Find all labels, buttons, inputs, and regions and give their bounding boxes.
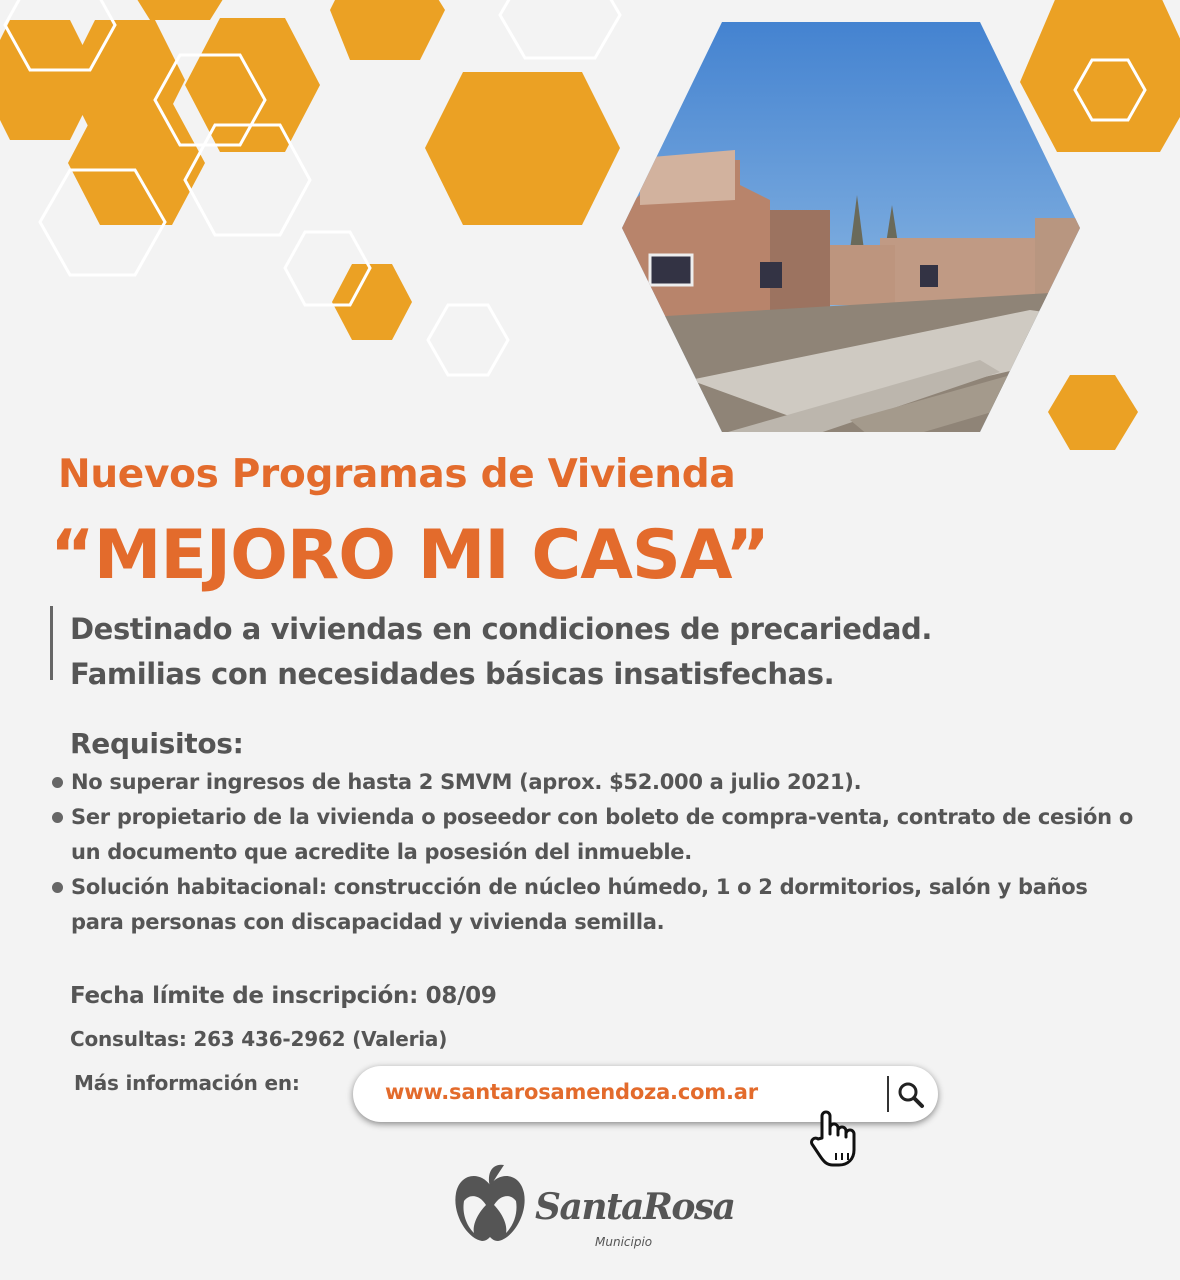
more-info-label: Más información en:: [74, 1071, 300, 1095]
honeycomb-decoration: [0, 0, 1180, 460]
description-line-2: Familias con necesidades básicas insatisfechas.: [70, 657, 835, 691]
bullet-icon: [52, 882, 63, 893]
description-line-1: Destinado a viviendas en condiciones de precariedad.: [70, 612, 932, 646]
list-item: [52, 800, 1142, 870]
bullet-icon: [52, 777, 63, 788]
pointer-hand-icon: [808, 1108, 862, 1168]
description-divider: [50, 606, 53, 680]
logo-wordmark: SantaRosa: [535, 1186, 735, 1228]
deadline-text: Fecha límite de inscripción: 08/09: [70, 983, 497, 1009]
santarosa-logo-icon: [450, 1163, 530, 1245]
requirement-text: Solución habitacional: construcción de núcleo húmedo, 1 o 2 dormitorios, salón y baños para personas con discapacidad y vivienda semilla.: [71, 875, 1088, 934]
subtitle: Nuevos Programas de Vivienda: [58, 452, 736, 497]
requirements-list: [52, 765, 1142, 940]
requirements-title: Requisitos:: [70, 727, 244, 760]
list-item: [52, 870, 1142, 940]
requirement-text: Ser propietario de la vivienda o poseedor con boleto de compra-venta, contrato de cesión o un documento que acredite la posesión del inmueble.: [71, 805, 1133, 864]
page-title: “MEJORO MI CASA”: [50, 516, 769, 595]
requirement-text: No superar ingresos de hasta 2 SMVM (aprox. $52.000 a julio 2021).: [71, 770, 862, 794]
description: [70, 607, 932, 697]
bullet-icon: [52, 812, 63, 823]
logo-subtitle: Municipio: [595, 1235, 653, 1249]
contact-text: Consultas: 263 436-2962 (Valeria): [70, 1027, 448, 1051]
housing-photo: [600, 0, 1100, 460]
website-link[interactable]: www.santarosamendoza.com.ar: [385, 1080, 758, 1104]
text-cursor: [887, 1076, 889, 1112]
list-item: [52, 765, 1142, 800]
search-icon[interactable]: [896, 1080, 926, 1110]
